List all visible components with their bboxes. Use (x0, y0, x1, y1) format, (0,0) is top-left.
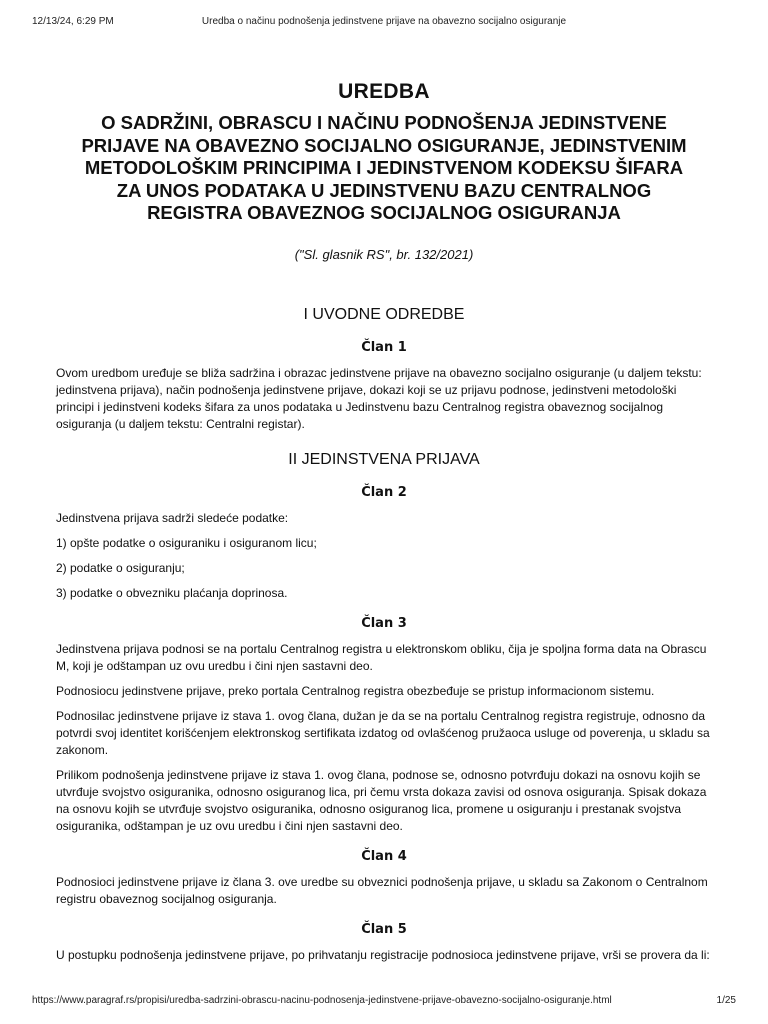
print-datetime: 12/13/24, 6:29 PM (32, 16, 114, 27)
document-body (56, 80, 712, 978)
list-item: 3) podatke o obvezniku plaćanja doprinosa. (56, 585, 288, 600)
article-paragraph: Podnosilac jedinstvene prijave iz stava 1. ovog člana, dužan je da se na portalu Centralnog registra registruje, odnosno da potvrdi svoj identitet korišćenjem elektronskog sertifikata izdatog od ovlašćenog pružaoca usluge od poverenja, u skladu sa zakonom. (56, 708, 710, 757)
print-page-title: Uredba o načinu podnošenja jedinstvene prijave na obavezno socijalno osiguranje (201, 16, 567, 27)
article-paragraph: Podnosioci jedinstvene prijave iz člana 3. ove uredbe su obveznici podnošenja prijave, u skladu sa Zakonom o Centralnom registru obaveznog socijalnog osiguranja. (56, 874, 708, 906)
gazette-reference: ("Sl. glasnik RS", br. 132/2021) (294, 246, 474, 262)
article-heading: Član 2 (361, 484, 407, 500)
article-4 (56, 849, 712, 908)
article-1 (56, 340, 712, 433)
print-url: https://www.paragraf.rs/propisi/uredba-sadrzini-obrascu-nacinu-podnosenja-jedinstvene-prijave-obavezno-socijalno-osiguranje.html (32, 995, 612, 1006)
article-heading: Član 1 (361, 339, 407, 355)
document-title: UREDBA (338, 80, 430, 103)
article-paragraph: Podnosiocu jedinstvene prijave, preko portala Centralnog registra obezbeđuje se pristup informacionom sistemu. (56, 683, 655, 698)
print-footer (32, 995, 736, 1009)
list-item: 1) opšte podatke o osiguraniku i osiguranom licu; (56, 535, 317, 550)
list-item: 2) podatke o osiguranju; (56, 560, 185, 575)
document-subtitle: O SADRŽINI, OBRASCU I NAČINU PODNOŠENJA JEDINSTVENE PRIJAVE NA OBAVEZNO SOCIJALNO OSIGURANJE, JEDINSTVENIM METODOLOŠKIM PRINCIPIMA I JEDINSTVENOM KODEKSU ŠIFARA ZA UNOS PODATAKA U JEDINSTVENU BAZU CENTRALNOG REGISTRA OBAVEZNOG SOCIJALNOG OSIGURANJA (81, 112, 687, 223)
article-paragraph: Prilikom podnošenja jedinstvene prijave iz stava 1. ovog člana, podnose se, odnosno potvrđuju dokazi na osnovu kojih se utvrđuje svojstvo osiguranika, odnosno osiguranog lica, pri čemu vrsta dokaza zavisi od osnova osiguranja. Spisak dokaza na osnovu kojih se utvrđuje svojstvo osiguranika, odnosno osiguranog lica, promene u osiguranju i prestanak svojstva osiguranika, odštampan je uz ovu uredbu i čini njen sastavni deo. (56, 767, 707, 833)
print-page-number: 1/25 (716, 995, 736, 1006)
article-5 (56, 922, 712, 964)
article-paragraph: Ovom uredbom uređuje se bliža sadržina i obrazac jedinstvene prijave na obavezno socijalno osiguranje (u daljem tekstu: jedinstvena prijava), način podnošenja jedinstvene prijave, dokazi koji se uz prijavu podnose, jedinstveni metodološki principi i jedinstveni kodeks šifara za unos podataka u Jedinstvenu bazu Centralnog registra obaveznog socijalnog osiguranja (u daljem tekstu: Centralni registar). (56, 365, 702, 431)
section-heading-jedinstvena-prijava: II JEDINSTVENA PRIJAVA (288, 450, 480, 468)
article-paragraph: Jedinstvena prijava sadrži sledeće podatke: (56, 510, 289, 525)
article-3 (56, 616, 712, 835)
article-heading: Član 3 (361, 615, 407, 631)
print-header (32, 16, 736, 30)
article-heading: Član 4 (361, 848, 407, 864)
article-paragraph: U postupku podnošenja jedinstvene prijave, po prihvatanju registracije podnosioca jedinstvene prijave, vrši se provera da li: (56, 947, 710, 962)
article-2 (56, 485, 712, 602)
article-paragraph: Jedinstvena prijava podnosi se na portalu Centralnog registra u elektronskom obliku, čija je spoljna forma data na Obrascu M, koji je odštampan uz ovu uredbu i čini njen sastavni deo. (56, 641, 707, 673)
section-heading-uvodne-odredbe: I UVODNE ODREDBE (303, 305, 465, 323)
article-heading: Član 5 (361, 921, 407, 937)
